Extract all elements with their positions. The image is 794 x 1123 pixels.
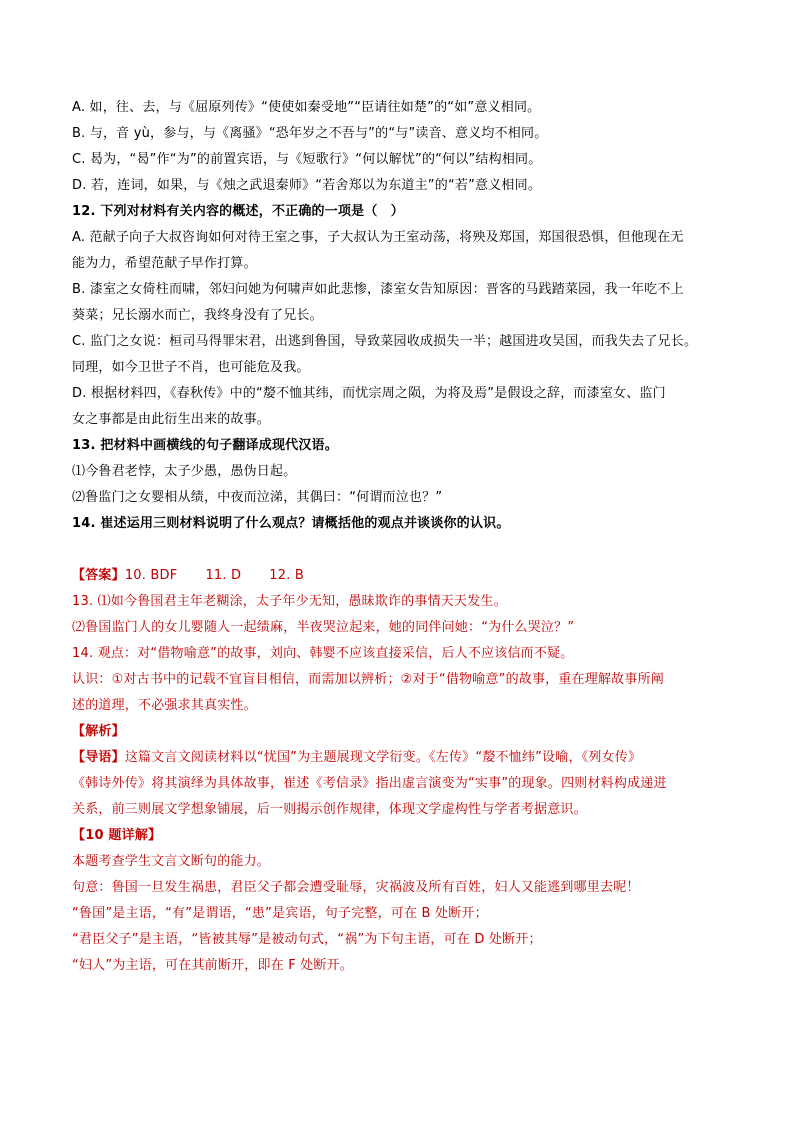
q10-detail-1: 本题考查学生文言文断句的能力。 xyxy=(72,854,271,869)
option-c: C. 曷为，“曷”作“为”的前置宾语，与《短歌行》“何以解忧”的“何以”结构相同。 xyxy=(72,152,542,167)
answer-label: 【答案】 xyxy=(72,568,125,583)
q10-detail-label: 【10 题详解】 xyxy=(72,828,162,843)
guide-label: 【导语】 xyxy=(72,750,125,765)
option-d: D. 若，连词，如果，与《烛之武退秦师》“若舍郑以为东道主”的“若”意义相同。 xyxy=(72,178,542,193)
answer-10: 10. BDF xyxy=(124,568,178,583)
q10-detail-2: 句意：鲁国一旦发生祸患，君臣父子都会遭受耻辱，灾祸波及所有百姓，妇人又能逃到哪里去呢！ xyxy=(72,880,640,895)
answer-14-1: 14. 观点：对“借物喻意”的故事，刘向、韩婴不应该直接采信，后人不应该信而不疑。 xyxy=(72,646,574,661)
spacer xyxy=(72,537,732,563)
question-12-stem: 12. 下列对材料有关内容的概述，不正确的一项是（ ） xyxy=(72,204,404,219)
q10-detail-4: “君臣父子”是主语，“皆被其辱”是被动句式，“祸”为下句主语，可在 D 处断开； xyxy=(72,932,542,947)
q12-option-d-line2: 女之事都是由此衍生出来的故事。 xyxy=(72,412,271,427)
answer-14-2: 认识：①对古书中的记载不宜盲目相信，而需加以辨析；②对于“借物喻意”的故事，重在理解故事所阐 xyxy=(72,672,664,687)
guide-line-1 xyxy=(72,745,732,771)
q12-option-d-line1: D. 根据材料四，《春秋传》中的“嫠不恤其纬，而忧宗周之陨，为将及焉”是假设之辞，而漆室女、监门 xyxy=(72,386,666,401)
q13-sentence-1: ⑴今鲁君老悖，太子少愚，愚伪日起。 xyxy=(72,464,297,479)
document-page xyxy=(72,95,732,979)
q10-detail-3: “鲁国”是主语，“有”是谓语，“患”是宾语，句子完整，可在 B 处断开； xyxy=(72,906,488,921)
q13-sentence-2: ⑵鲁监门之女婴相从绩，中夜而泣涕，其偶曰：“何谓而泣也？” xyxy=(72,490,443,505)
q12-option-c-line1: C. 监门之女说：桓司马得罪宋君，出逃到鲁国，导致菜园收成损失一半；越国进攻吴国，而我失去了兄长。 xyxy=(72,334,698,349)
q12-option-b-line2: 葵菜；兄长溺水而亡，我终身没有了兄长。 xyxy=(72,308,323,323)
analysis-label: 【解析】 xyxy=(72,724,125,739)
answer-summary xyxy=(72,563,732,589)
answer-11: 11. D xyxy=(205,568,242,583)
answer-13-2: ⑵鲁国监门人的女儿婴随人一起绩麻，半夜哭泣起来，她的同伴问她：“为什么哭泣？” xyxy=(72,620,575,635)
guide-line-3: 关系，前三则展文学想象铺展，后一则揭示创作规律，体现文学虚构性与学者考据意识。 xyxy=(72,802,587,817)
question-14-stem: 14. 崔述运用三则材料说明了什么观点？请概括他的观点并谈谈你的认识。 xyxy=(72,516,510,531)
option-b: B. 与，音 yù，参与，与《离骚》“恐年岁之不吾与”的“与”读音、意义均不相同。 xyxy=(72,126,548,141)
question-13-stem: 13. 把材料中画横线的句子翻译成现代汉语。 xyxy=(72,438,338,453)
guide-line-2: 《韩诗外传》将其演绎为具体故事，崔述《考信录》指出虚言演变为“实事”的现象。四则材料构成递进 xyxy=(72,776,667,791)
q12-option-c-line2: 同理，如今卫世子不肖，也可能危及我。 xyxy=(72,360,310,375)
q12-option-a-line2: 能为力，希望范献子早作打算。 xyxy=(72,256,257,271)
answer-14-3: 述的道理，不必强求其真实性。 xyxy=(72,698,257,713)
q12-option-a-line1: A. 范献子向子大叔咨询如何对待王室之事，子大叔认为王室动荡，将殃及郑国，郑国很恐惧，但他现在无 xyxy=(72,230,684,245)
guide-text-1: 这篇文言文阅读材料以“忧国”为主题展现文学衍变。《左传》“嫠不恤纬”设喻，《列女传》 xyxy=(124,750,642,765)
q10-detail-5: “妇人”为主语，可在其前断开，即在 F 处断开。 xyxy=(72,958,354,973)
answer-13-1: 13. ⑴如今鲁国君主年老糊涂，太子年少无知，愚昧欺诈的事情天天发生。 xyxy=(72,594,507,609)
q12-option-b-line1: B. 漆室之女倚柱而啸，邻妇问她为何啸声如此悲惨，漆室女告知原因：晋客的马践踏菜园，我一年吃不上 xyxy=(72,282,684,297)
option-a: A. 如，往、去，与《屈原列传》“使使如秦受地”“臣请往如楚”的“如”意义相同。 xyxy=(72,100,541,115)
answer-12: 12. B xyxy=(269,568,304,583)
